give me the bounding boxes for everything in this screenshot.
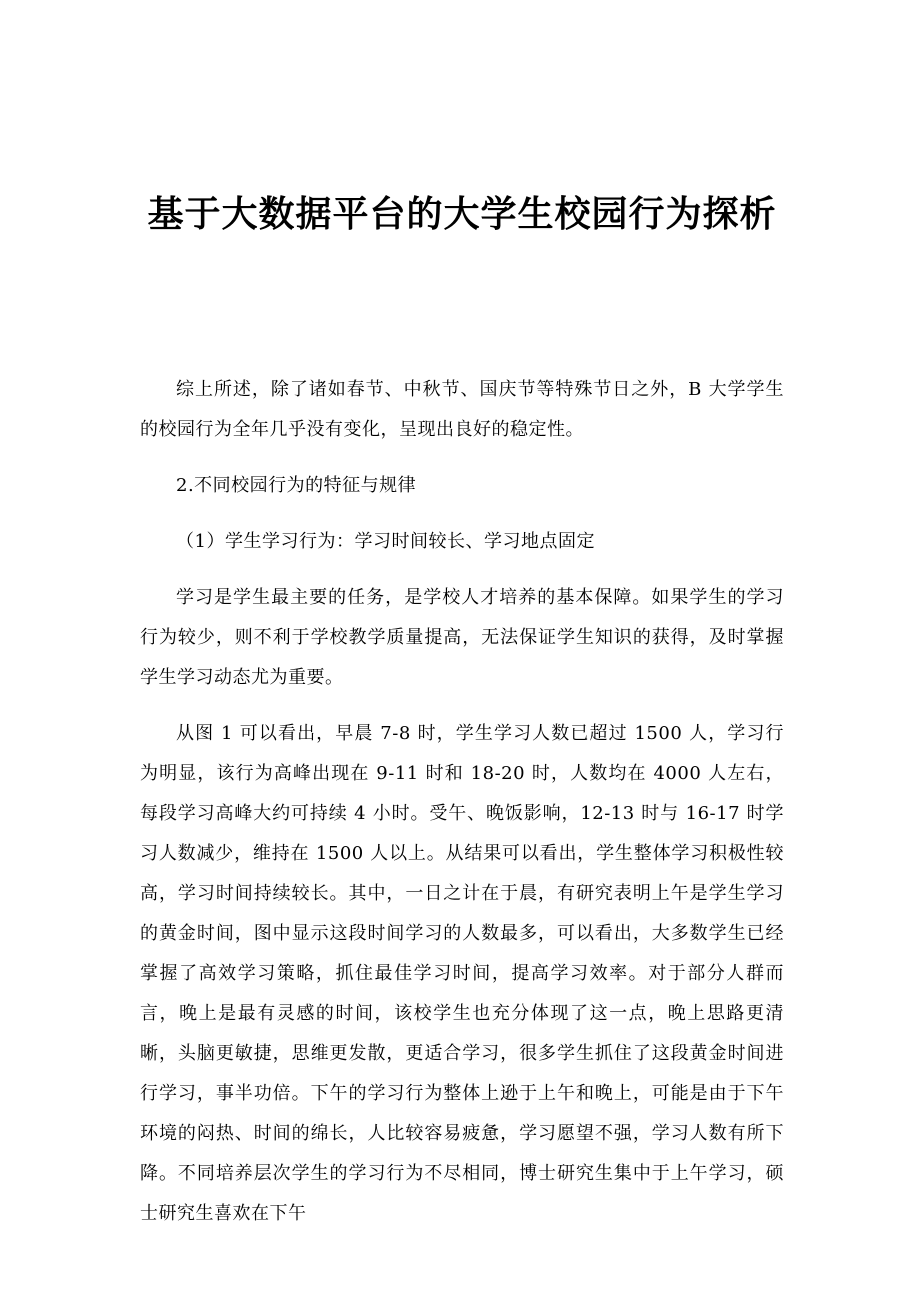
subsection-heading: （1）学生学习行为：学习时间较长、学习地点固定 — [176, 531, 595, 552]
section-heading: 2.不同校园行为的特征与规律 — [176, 475, 417, 496]
paragraph-summary: 综上所述，除了诸如春节、中秋节、国庆节等特殊节日之外，B 大学学生的校园行为全年几乎没有变化，呈现出良好的稳定性。 — [140, 379, 784, 440]
document-title: 基于大数据平台的大学生校园行为探析 — [147, 193, 777, 235]
paragraph-figure1-analysis: 从图 1 可以看出，早晨 7-8 时，学生学习人数已超过 1500 人，学习行为明显，该行为高峰出现在 9-11 时和 18-20 时，人数均在 4000 人左右，每段学习高峰大约可持续 4 小时。受午、晚饭影响，12-13 时与 16-17 时学习人数减少，维持在 1500 人以上。从结果可以看出，学生整体学习积极性较高，学习时间持续较长。其中，一日之计在于晨，有研究表明上午是学生学习的黄金时间，图中显示这段时间学习的人数最多，可以看出，大多数学生已经掌握了高效学习策略，抓住最佳学习时间，提高学习效率。对于部分人群而言，晚上是最有灵感的时间，该校学生也充分体现了这一点，晚上思路更清晰，头脑更敏捷，思维更发散，更适合学习，很多学生抓住了这段黄金时间进行学习，事半功倍。下午的学习行为整体上逊于上午和晚上，可能是由于下午环境的闷热、时间的绵长，人比较容易疲惫，学习愿望不强，学习人数有所下降。不同培养层次学生的学习行为不尽相同，博士研究生集中于上午学习，硕士研究生喜欢在下午 — [140, 723, 784, 1224]
paragraph-study-importance: 学习是学生最主要的任务，是学校人才培养的基本保障。如果学生的学习行为较少，则不利于学校教学质量提高，无法保证学生知识的获得，及时掌握学生学习动态尤为重要。 — [140, 587, 784, 688]
document-content — [140, 0, 784, 1234]
